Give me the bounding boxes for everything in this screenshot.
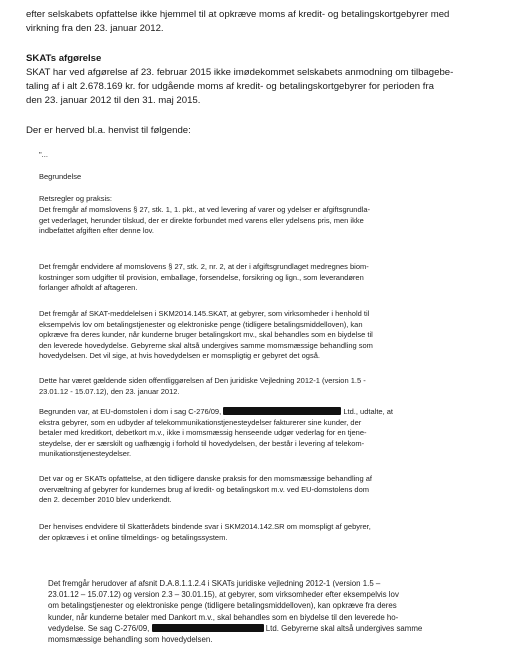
text-line: ekstra gebyrer, som en udbyder af telekommunikationstjenesteydelser fakturerer sine kunder, der [39,417,362,427]
text-line: den leverede hovedydelse. Gebyrerne skal altså undergives samme momsmæssige behandling som [39,340,373,350]
text-line: Det var og er SKATs opfattelse, at den tidligere danske praksis for den momsmæssige behandling af [39,474,372,483]
text-line: Der henvises endvidere til Skatterådets bindende svar i SKM2014.142.SR om momspligt af gebyrer, [39,522,371,531]
intro-paragraph [26,8,516,36]
text-fragment: Begrunden var, at EU-domstolen i dom i sag C-276/09, [39,407,222,416]
text-fragment: Ltd., udtalte, at [343,407,393,416]
quote-open [39,150,515,161]
text-line: den 2. december 2010 blev underkendt. [39,495,172,505]
text-line: forlanger afholdt af aftageren. [39,283,138,293]
text-line: "... [39,150,48,159]
text-line [48,623,508,634]
text-line: Det fremgår herudover af afsnit D.A.8.1.1.2.4 i SKATs juridiske vejledning 2012-1 (version 1.5 – [48,579,381,588]
text-line: eksempelvis lov om betalingstjenester og elektroniske penge (tidligere betalingsmiddelloven), kan [39,319,363,329]
text-line: 23.01.12 - 15.07.12), den 23. januar 2012. [39,386,180,396]
reference-intro [26,124,191,138]
text-line: Dette har været gældende siden offentliggørelsen af Den juridiske Vejledning 2012-1 (version 1.5 - [39,376,366,385]
text-line: steydelse, der er særskilt og uafhængig i forhold til hovedydelsen, der består i levering af telekom- [39,438,365,448]
text-line: Det fremgår af SKAT-meddelelsen i SKM2014.145.SKAT, at gebyrer, som virksomheder i henhold til [39,309,370,318]
quote-paragraph-4 [39,376,515,397]
text-line [39,407,515,418]
text-line: get vederlaget, herunder tilskud, der er direkte forbundet med varens eller ydelsens pris, men ikke [39,215,364,225]
text-line: momsmæssige behandling som hovedydelsen. [48,635,213,645]
quote-paragraph-2 [39,262,515,294]
text-line: efter selskabets opfattelse ikke hjemmel til at opkræve moms af kredit- og betalingskortgebyrer med [26,9,450,20]
text-line: overvæltning af gebyrer for kundernes brug af kredit- og betalingskort m.v. ved EU-domstolens dom [39,484,370,494]
indented-quote [48,578,508,645]
quote-paragraph-5 [39,407,515,460]
text-line: munikationstjenesteydelser. [39,449,132,459]
quote-paragraph-6 [39,474,515,506]
text-line: virkning fra den 23. januar 2012. [26,23,164,34]
text-line: 23.01.12 – 15.07.12) og version 2.3 – 30.01.15), at gebyrer, som virksomheder efter eksempelvis lov [48,590,399,600]
text-fragment: Ltd. Gebyrerne skal altså undergives samme [265,623,423,633]
quote-heading [39,172,515,183]
text-line: indbefattet afgiften efter denne lov. [39,226,154,236]
redaction-bar [152,624,264,632]
text-line: taling af i alt 2.678.169 kr. for udgående moms af kredit- og betalingskortgebyrer for perioden fra [26,81,434,92]
text-line: om betalingstjenester og elektroniske penge (tidligere betalingsmiddelloven), kan opkræve fra deres [48,601,397,611]
text-line: SKAT har ved afgørelse af 23. februar 2015 ikke imødekommet selskabets anmodning om tilbagebe- [26,67,454,78]
text-line: Retsregler og praksis: [39,194,112,203]
skat-decision-section [26,52,516,108]
text-line: kostninger som udgifter til provision, emballage, forsendelse, forsikring og lign., som leverandøren [39,272,364,282]
text-line: den 23. januar 2012 til den 31. maj 2015. [26,95,201,106]
text-line: opkræve fra deres kunder, når kunderne bruger betalingskort mv., skal behandles som en biydelse til [39,330,373,340]
quote-paragraph-7 [39,522,515,543]
text-line: kunder, når kunderne betaler med Dankort m.v., skal behandles som en biydelse til den leverede ho- [48,612,399,622]
quote-subheading [39,194,515,205]
text-line: Begrundelse [39,172,82,181]
redaction-bar [223,407,341,415]
section-heading: SKATs afgørelse [26,53,102,64]
text-line: Det fremgår af momslovens § 27, stk. 1, 1. pkt., at ved levering af varer og ydelser er afgiftsgrundla- [39,205,370,214]
text-line: Det fremgår endvidere af momslovens § 27, stk. 2, nr. 2, at der i afgiftsgrundlaget medregnes biom- [39,262,369,271]
quote-paragraph-1 [39,205,515,237]
text-line: Der er herved bl.a. henvist til følgende: [26,125,191,136]
text-line: hovedydelsen. Det vil sige, at hvis hovedydelsen er momspligtig er gebyret det også. [39,351,320,361]
text-line: betaler med kreditkort, debetkort m.v., ikke i momsmæssig henseende udgør vederlag for en tjene- [39,428,367,438]
text-line: der opkræves i et online tilmeldings- og betalingssystem. [39,532,228,542]
quote-paragraph-3 [39,309,515,362]
text-fragment: vedydelse. Se sag C-276/09, [48,623,150,633]
